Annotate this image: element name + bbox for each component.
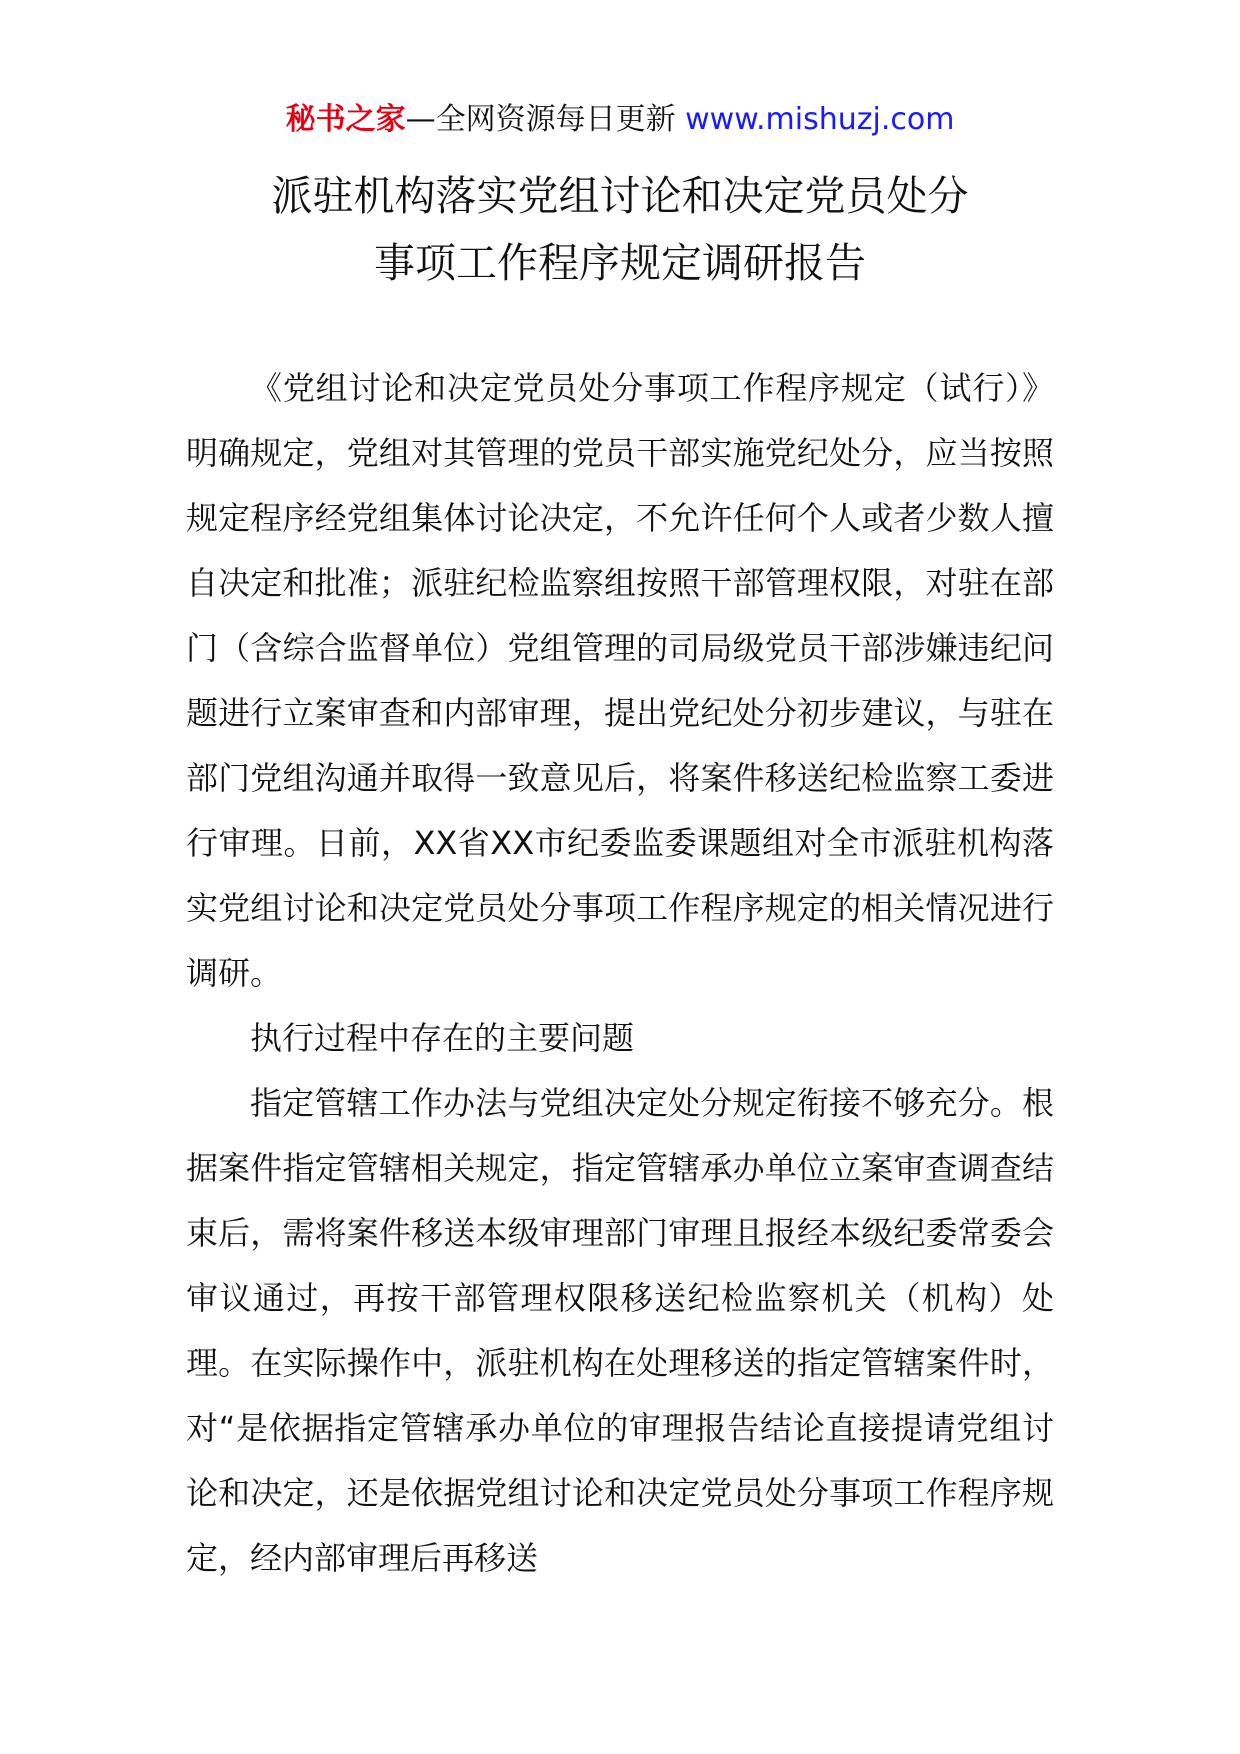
site-url: www.mishuzj.com (685, 102, 955, 137)
document-body (186, 356, 1054, 1591)
header-tagline: —全网资源每日更新 (405, 102, 686, 137)
section-heading: 执行过程中存在的主要问题 (250, 1019, 635, 1057)
paragraph-issue-1: 指定管辖工作办法与党组决定处分规定衔接不够充分。根据案件指定管辖相关规定，指定管辖承办单位立案审查调查结束后，需将案件移送本级审理部门审理且报经本级纪委常委会审议通过，再按干部管理权限移送纪检监察机关（机构）处理。在实际操作中，派驻机构在处理移送的指定管辖案件时，对“是依据指定管辖承办单位的审理报告结论直接提请党组讨论和决定，还是依据党组讨论和决定党员处分事项工作程序规定，经内部审理后再移送 (186, 1084, 1054, 1577)
page-header (0, 100, 1240, 140)
title-line-2: 事项工作程序规定调研报告 (374, 239, 866, 287)
paragraph-intro: 《党组讨论和决定党员处分事项工作程序规定（试行）》明确规定，党组对其管理的党员干部实施党纪处分，应当按照规定程序经党组集体讨论决定，不允许任何个人或者少数人擅自决定和批准；派驻纪检监察组按照干部管理权限，对驻在部门（含综合监督单位）党组管理的司局级党员干部涉嫌违纪问题进行立案审查和内部审理，提出党纪处分初步建议，与驻在部门党组沟通并取得一致意见后，将案件移送纪检监察工委进行审理。日前，XX省XX市纪委监委课题组对全市派驻机构落实党组讨论和决定党员处分事项工作程序规定的相关情况进行调研。 (186, 369, 1054, 992)
title-line-1: 派驻机构落实党组讨论和决定党员处分 (271, 172, 969, 220)
document-title (0, 163, 1240, 297)
brand-name: 秘书之家 (285, 102, 406, 137)
